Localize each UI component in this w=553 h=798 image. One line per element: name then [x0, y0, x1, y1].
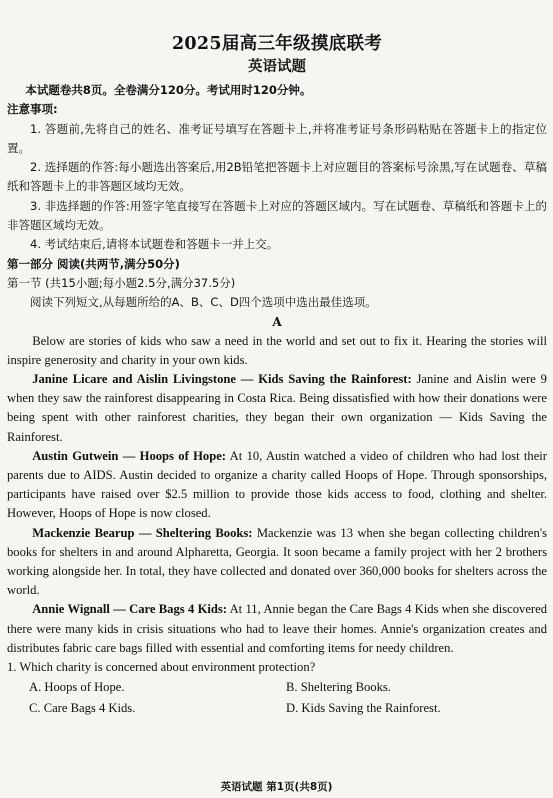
section1-heading: 第一节 (共15小题;每小题2.5分,满分37.5分) [7, 275, 236, 290]
option-d: D. Kids Saving the Rainforest. [286, 701, 441, 716]
exam-intro: 本试题卷共8页。全卷满分120分。考试用时120分钟。 [25, 83, 312, 97]
option-c: C. Care Bags 4 Kids. [29, 701, 136, 716]
part1-heading: 第一部分 阅读(共两节,满分50分) [7, 256, 180, 271]
notice-item-4: 4. 考试结束后,请将本试题卷和答题卡一并上交。 [30, 237, 279, 252]
notice-item-2: 2. 选择题的作答:每小题选出答案后,用2B铅笔把答题卡上对应题目的答案标号涂黑,写在试题卷、草稿纸和答题卡上的非答题区域均无效。 [7, 160, 547, 194]
story-title: Annie Wignall — Care Bags 4 Kids: [32, 602, 227, 617]
exam-title: 2025届高三年级摸底联考 [171, 34, 383, 54]
notice-item-1: 1. 答题前,先将自己的姓名、准考证号填写在答题卡上,并将准考证号条形码粘贴在答题卡上的指定位置。 [7, 121, 547, 155]
question-options [7, 677, 547, 719]
exam-subject: 英语试题 [248, 58, 306, 75]
story-paragraph [7, 447, 547, 524]
story-paragraph [7, 524, 547, 601]
reading-instruction: 阅读下列短文,从每题所给的A、B、C、D四个选项中选出最佳选项。 [30, 295, 377, 310]
story-title: Janine Licare and Aislin Livingstone — Kids Saving the Rainforest: [32, 371, 412, 386]
option-a: A. Hoops of Hope. [29, 680, 125, 695]
story-text: Janine and Aislin were 9 when they saw the rainforest disappearing in Costa Rica. Being dissatisfied with how their donations were being spent with other rainforest charities, they began their own organization — Kids Saving the Rainforest. [7, 371, 547, 444]
page-footer: 英语试题 第1页(共8页) [220, 781, 333, 793]
passage-label: A [272, 314, 282, 329]
story-paragraph [7, 370, 547, 447]
story-text: Mackenzie was 13 when she began collecting children's books for shelters in and around Alpharetta, Georgia. It soon became a family project with her 2 brothers working alongside her. In total, they have collected and donated over 360,000 books for shelters across the world. [7, 525, 547, 598]
question-stem: 1. Which charity is concerned about environment protection? [7, 660, 316, 675]
notice-heading: 注意事项: [7, 102, 58, 117]
passage-intro: Below are stories of kids who saw a need in the world and set out to fix it. Hearing the stories will inspire generosity and charity in your own kids. [7, 333, 547, 367]
story-text: At 11, Annie began the Care Bags 4 Kids when she discovered there were many kids in crisis situations who had to leave their homes. Annie's organization creates and distributes fabric care bags filled with essential and comforting items for needy children. [7, 602, 547, 655]
story-paragraph [7, 600, 547, 658]
notice-item-3: 3. 非选择题的作答:用签字笔直接写在答题卡上对应的答题区域内。写在试题卷、草稿纸和答题卡上的非答题区域均无效。 [7, 198, 547, 233]
option-b: B. Sheltering Books. [286, 680, 391, 695]
story-title: Mackenzie Bearup — Sheltering Books: [32, 525, 253, 540]
story-text: At 10, Austin watched a video of children who had lost their parents due to AIDS. Austin decided to organize a charity called Hoops of Hope. Through sponsorships, participants have raised over $2.5 million to provide those kids access to food, clothing and shelter. However, Hoops of Hope is now closed. [7, 448, 547, 521]
story-title: Austin Gutwein — Hoops of Hope: [32, 448, 226, 463]
